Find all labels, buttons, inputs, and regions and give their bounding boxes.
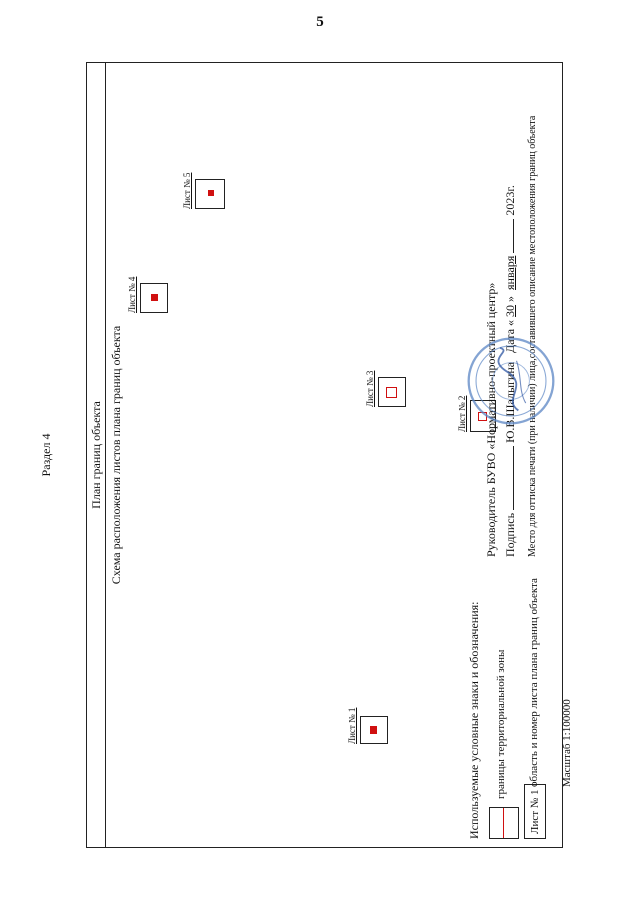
legend-sheet-area-text: область и номер листа плана границ объекта	[528, 578, 540, 787]
date-day-close: »	[503, 295, 517, 302]
sheet-box-1[interactable]	[360, 716, 388, 744]
legend-title: Используемые условные знаки и обозначения:	[467, 601, 481, 839]
signature-blank	[513, 446, 514, 510]
official-stamp-icon	[465, 335, 557, 427]
legend-sheet-box-symbol: Лист № 1	[524, 784, 546, 839]
signatory-name: Ю.В.Шалыгина	[503, 361, 517, 443]
landscape-sheet	[39, 63, 573, 847]
map-frame	[39, 62, 573, 848]
signature-label: Подпись	[503, 512, 517, 557]
object-boundary-3	[386, 387, 397, 398]
sheet-label-3: Лист № 3	[365, 370, 375, 407]
sheet-box-4[interactable]	[140, 283, 168, 313]
object-boundary-4	[151, 294, 158, 301]
sheet-label-1: Лист № 1	[347, 707, 357, 744]
sheet-box-5[interactable]	[195, 179, 225, 209]
sheet-label-5: Лист № 5	[182, 172, 192, 209]
page-number: 5	[316, 14, 324, 30]
date-month: января	[503, 255, 517, 290]
object-boundary-5	[208, 190, 214, 196]
sheet-label-4: Лист № 4	[127, 276, 137, 313]
stamp-note: Место для оттиска печати (при наличии) лица,составившего описание местоположения границ объекта	[527, 115, 538, 557]
date-day: 30	[503, 304, 517, 317]
plan-subtitle: Схема расположения листов плана границ объекта	[109, 325, 123, 585]
date-year: 2023г.	[503, 185, 517, 216]
legend-zone-boundary-symbol	[489, 807, 519, 839]
date-label: Дата «	[503, 319, 517, 353]
sheet-label-2: Лист № 2	[457, 395, 467, 432]
sheet-box-3[interactable]	[378, 377, 406, 407]
legend-red-line	[503, 808, 504, 838]
object-boundary-1	[370, 726, 377, 734]
signatory-title: Руководитель БУВО «Нормативно-проектный центр»	[484, 282, 498, 557]
plan-title: План границ объекта	[87, 63, 106, 847]
date-blank	[513, 219, 514, 253]
map-scale: Масштаб 1:100000	[561, 699, 573, 787]
legend-zone-boundary-text: границы территориальной зоны	[495, 649, 507, 799]
section-title: Раздел 4	[39, 433, 53, 477]
